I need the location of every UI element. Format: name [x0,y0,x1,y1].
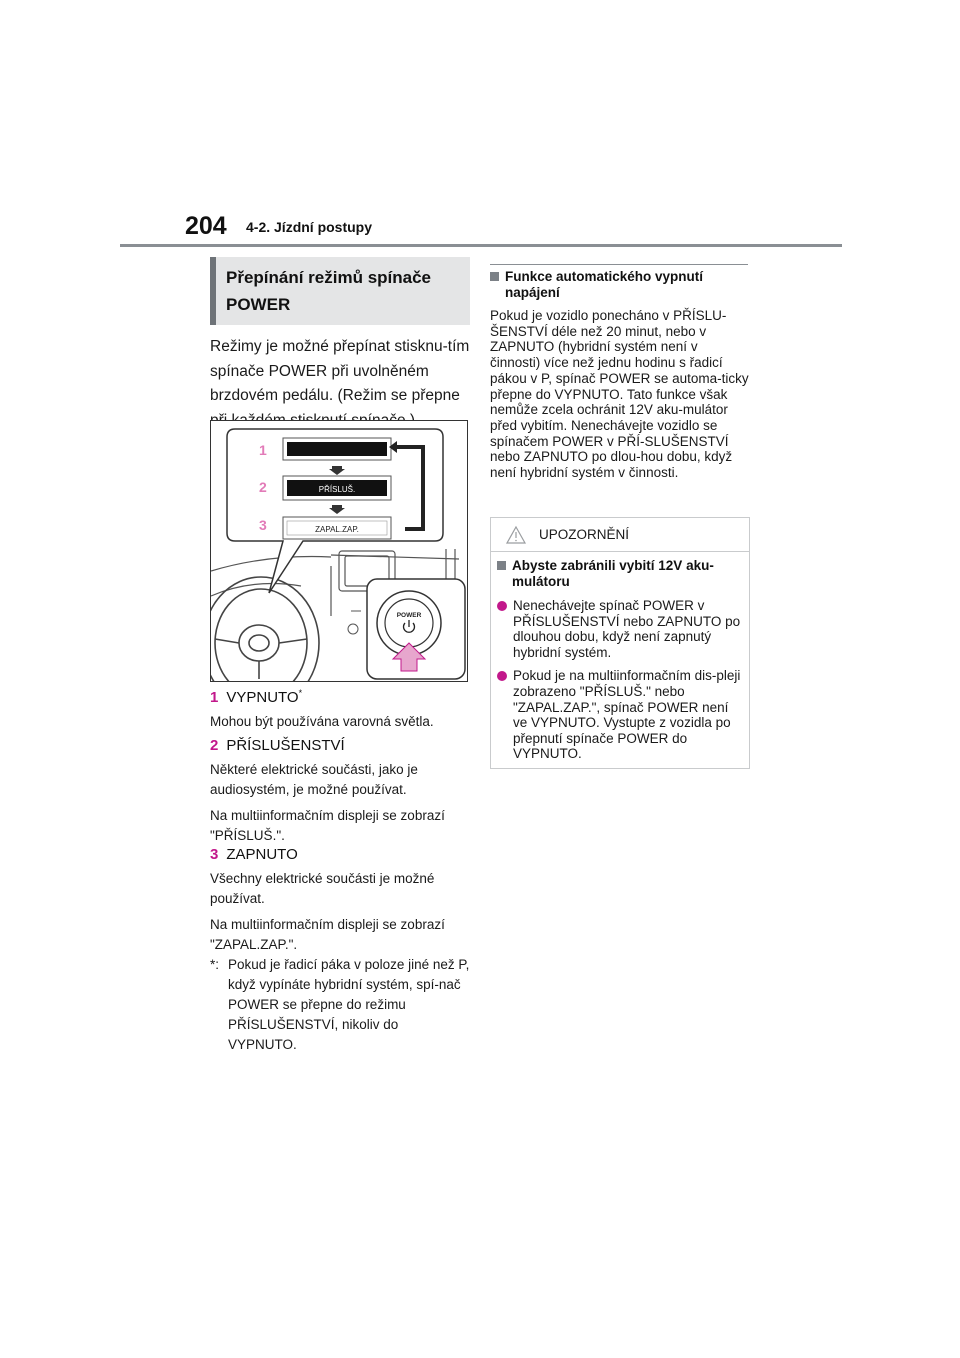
mode-title: VYPNUTO [226,689,299,706]
bullet-dot-icon [497,671,507,681]
figure-label-2: 2 [259,479,267,495]
steering-wheel [211,577,319,681]
page-number: 204 [185,212,227,240]
section-title-box [210,257,470,325]
footnote-text: Pokud je řadicí páka v poloze jiné než P, když vypínáte hybridní systém, spí-nač POWER se přepne do režimu PŘÍSLUŠENSTVÍ, nikoliv do VYPNUTO. [228,957,470,1052]
mode-number: 2 [210,737,219,754]
warning-bullet [497,598,741,660]
sub-title [490,269,750,301]
mode-heading [210,688,470,706]
intro-text: Režimy je možné přepínat stisknu-tím spínače POWER při uvolněném brzdovém pedálu. (Režim se přepne [210,338,470,404]
mode-number: 3 [210,846,219,863]
warning-sub-title [497,558,741,590]
mode-heading [210,737,470,754]
warning-sub-title-text: Abyste zabránili vybití 12V aku-mulátoru [512,558,714,589]
display-accessory-text: PŘÍSLUŠ. [318,485,356,494]
mode-text: Na multiinformačním displeji se zobrazí "PŘÍSLUŠ.". [210,808,445,843]
mode-number: 1 [210,689,219,706]
warning-triangle-icon [505,525,527,545]
warning-bullet [497,668,741,762]
display-ignition-text: ZAPAL.ZAP. [315,525,359,534]
warning-box [490,517,750,769]
mode-title: PŘÍSLUŠENSTVÍ [226,737,345,754]
section-title-line1: Přepínání režimů spínače [226,268,432,287]
footnote-marker: * [298,688,303,698]
header-rule [120,244,842,247]
power-switch-illustration [210,420,468,682]
power-button-text: POWER [396,612,422,619]
warning-bullet-text: Pokud je na multiinformačním dis-pleji zobrazeno "PŘÍSLUŠ." nebo "ZAPAL.ZAP.", spínač POWER není ve VYPNUTO. Vystupte z vozidla po přepnutí spínače POWER do VYPNUTO. [513,668,741,762]
square-bullet-icon [497,561,506,570]
mode-text: Mohou být používána varovná světla. [210,714,434,729]
figure-label-1: 1 [259,442,267,458]
left-column [210,257,470,433]
mode-text: Některé elektrické součásti, jako je audiosystém, je možné používat. [210,762,418,797]
square-bullet-icon [490,272,499,281]
sub-title-text: Funkce automatického vypnutí napájení [505,269,704,300]
section-title-line2: POWER [226,295,291,314]
section-header: 4-2. Jízdní postupy [246,219,373,235]
footnote-star: *: [210,957,220,972]
mode-item-off [210,688,470,732]
mode-item-on [210,846,470,955]
mode-text: Na multiinformačním displeji se zobrazí "ZAPAL.ZAP.". [210,917,445,952]
bullet-dot-icon [497,601,507,611]
warning-bullet-text: Nenechávejte spínač POWER v PŘÍSLUŠENSTVÍ nebo ZAPNUTO po dlouhou dobu, když není zapnutý hybridní systém. [513,598,741,660]
mode-heading [210,846,470,863]
mode-title: ZAPNUTO [226,846,298,863]
illustration-svg [211,421,467,681]
footnote [210,955,470,1055]
warning-title: UPOZORNĚNÍ [539,527,630,542]
warning-header [491,518,749,552]
sub-rule [490,264,748,265]
mode-text: Všechny elektrické součásti je možné používat. [210,871,435,906]
figure-label-3: 3 [259,517,267,533]
auto-off-text: Pokud je vozidlo ponecháno v PŘÍSLU-ŠENSTVÍ déle než 20 minut, nebo v ZAPNUTO (hybridní systém není v činnosti) více než jednu hodinu s řadicí pákou v P, spínač POWER se automa-ticky přepne do VYPNUTO. Tato funkce však nemůže zcela ochránit 12V aku-mulátor před vybitím. Nenechávejte vozidlo se spínačem POWER v PŘÍ-SLUŠENSTVÍ nebo ZAPNUTO po dlou-hou dobu, když není hybridní systém v činnosti. [490,308,749,481]
mode-item-accessory [210,737,470,846]
right-column [490,264,750,481]
